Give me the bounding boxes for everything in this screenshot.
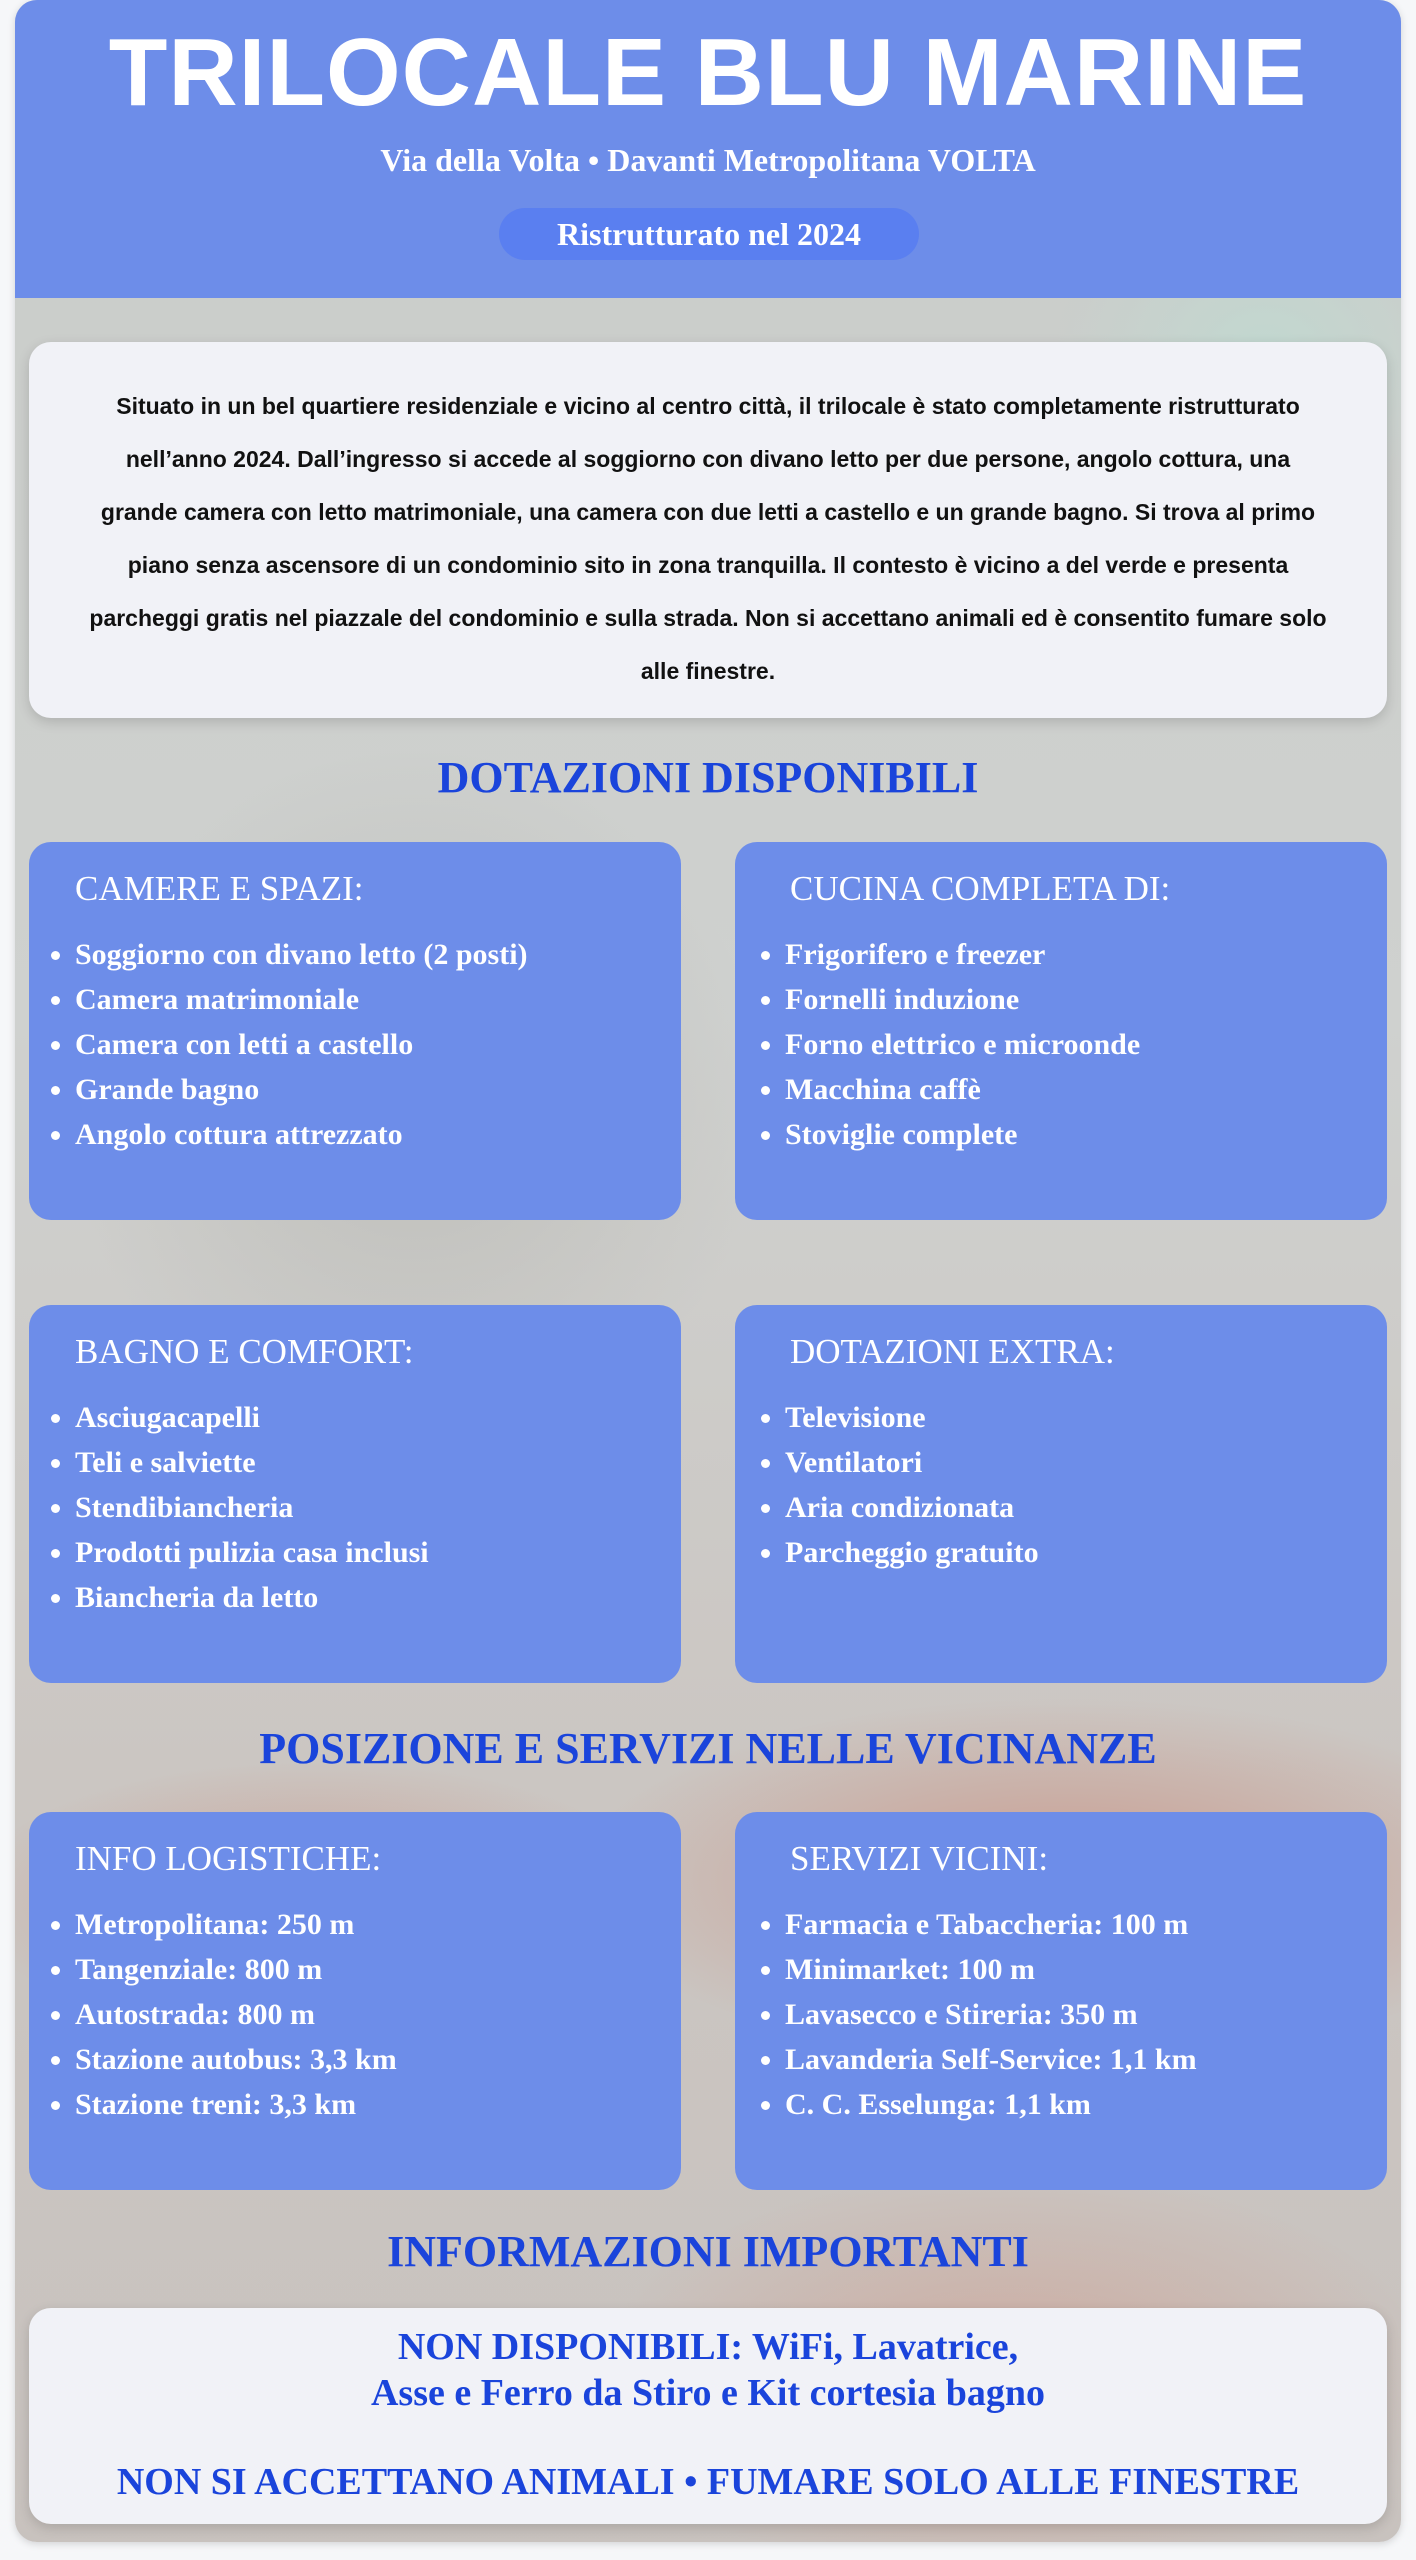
card-list [29, 1902, 681, 2127]
card-title: CUCINA COMPLETA DI: [790, 869, 1171, 908]
description-text: Situato in un bel quartiere residenziale e vicino al centro città, il trilocale è stato completamente ristrutturato nell’anno 2024. Dall’ingresso si accede al soggiorno con divano letto per due persone, angolo cottura, una grande camera con letto matrimoniale, una camera con due letti a castello e un grande bagno. Si trova al primo piano senza ascensore di un condominio sito in zona tranquilla. Il contesto è vicino a del verde e presenta parcheggi gratis nel piazzale del condominio e sulla strada. Non si accettano animali ed è consentito fumare solo alle finestre. [89, 393, 1327, 684]
list-item: Camera con letti a castello [49, 1022, 681, 1067]
list-item: Angolo cottura attrezzato [49, 1112, 681, 1157]
amenities-title: DOTAZIONI DISPONIBILI [437, 753, 979, 802]
list-item: Ventilatori [759, 1440, 1387, 1485]
list-item: Prodotti pulizia casa inclusi [49, 1530, 681, 1575]
card-logistics [29, 1812, 681, 2190]
card-title: CAMERE E SPAZI: [75, 869, 364, 908]
card-title: DOTAZIONI EXTRA: [790, 1332, 1115, 1371]
card-kitchen [735, 842, 1387, 1220]
list-item: Macchina caffè [759, 1067, 1387, 1112]
renovated-badge: Ristrutturato nel 2024 [499, 208, 919, 260]
list-item: Farmacia e Tabaccheria: 100 m [759, 1902, 1387, 1947]
important-info-title: INFORMAZIONI IMPORTANTI [387, 2227, 1029, 2276]
house-rules-text: NON SI ACCETTANO ANIMALI • FUMARE SOLO ALLE FINESTRE [116, 2461, 1300, 2503]
card-title: BAGNO E COMFORT: [75, 1332, 414, 1371]
card-title: SERVIZI VICINI: [790, 1839, 1049, 1878]
list-item: Autostrada: 800 m [49, 1992, 681, 2037]
location-title: POSIZIONE E SERVIZI NELLE VICINANZE [259, 1724, 1157, 1773]
header [15, 0, 1401, 298]
not-available-text: NON DISPONIBILI: WiFi, Lavatrice, Asse e Ferro da Stiro e Kit cortesia bagno [370, 2326, 1046, 2414]
card-list [29, 932, 681, 1157]
list-item: Lavasecco e Stireria: 350 m [759, 1992, 1387, 2037]
card-title: INFO LOGISTICHE: [75, 1839, 382, 1878]
list-item: Camera matrimoniale [49, 977, 681, 1022]
list-item: Asciugacapelli [49, 1395, 681, 1440]
card-list [735, 1395, 1387, 1575]
list-item: Stazione autobus: 3,3 km [49, 2037, 681, 2082]
card-services [735, 1812, 1387, 2190]
list-item: Minimarket: 100 m [759, 1947, 1387, 1992]
list-item: Stendibiancheria [49, 1485, 681, 1530]
list-item: Parcheggio gratuito [759, 1530, 1387, 1575]
list-item: Grande bagno [49, 1067, 681, 1112]
list-item: Stoviglie complete [759, 1112, 1387, 1157]
card-list [29, 1395, 681, 1620]
list-item: Lavanderia Self-Service: 1,1 km [759, 2037, 1387, 2082]
list-item: C. C. Esselunga: 1,1 km [759, 2082, 1387, 2127]
list-item: Aria condizionata [759, 1485, 1387, 1530]
description-box [29, 342, 1387, 718]
card-bathroom [29, 1305, 681, 1683]
list-item: Teli e salviette [49, 1440, 681, 1485]
list-item: Fornelli induzione [759, 977, 1387, 1022]
important-info-box [29, 2308, 1387, 2524]
page-title: TRILOCALE BLU MARINE [108, 19, 1308, 126]
card-list [735, 932, 1387, 1157]
list-item: Tangenziale: 800 m [49, 1947, 681, 1992]
list-item: Biancheria da letto [49, 1575, 681, 1620]
list-item: Forno elettrico e microonde [759, 1022, 1387, 1067]
list-item: Soggiorno con divano letto (2 posti) [49, 932, 681, 977]
card-rooms [29, 842, 681, 1220]
list-item: Frigorifero e freezer [759, 932, 1387, 977]
card-list [735, 1902, 1387, 2127]
list-item: Metropolitana: 250 m [49, 1902, 681, 1947]
card-extra [735, 1305, 1387, 1683]
poster [15, 0, 1401, 2542]
list-item: Televisione [759, 1395, 1387, 1440]
address-subtitle: Via della Volta • Davanti Metropolitana VOLTA [380, 142, 1036, 178]
list-item: Stazione treni: 3,3 km [49, 2082, 681, 2127]
